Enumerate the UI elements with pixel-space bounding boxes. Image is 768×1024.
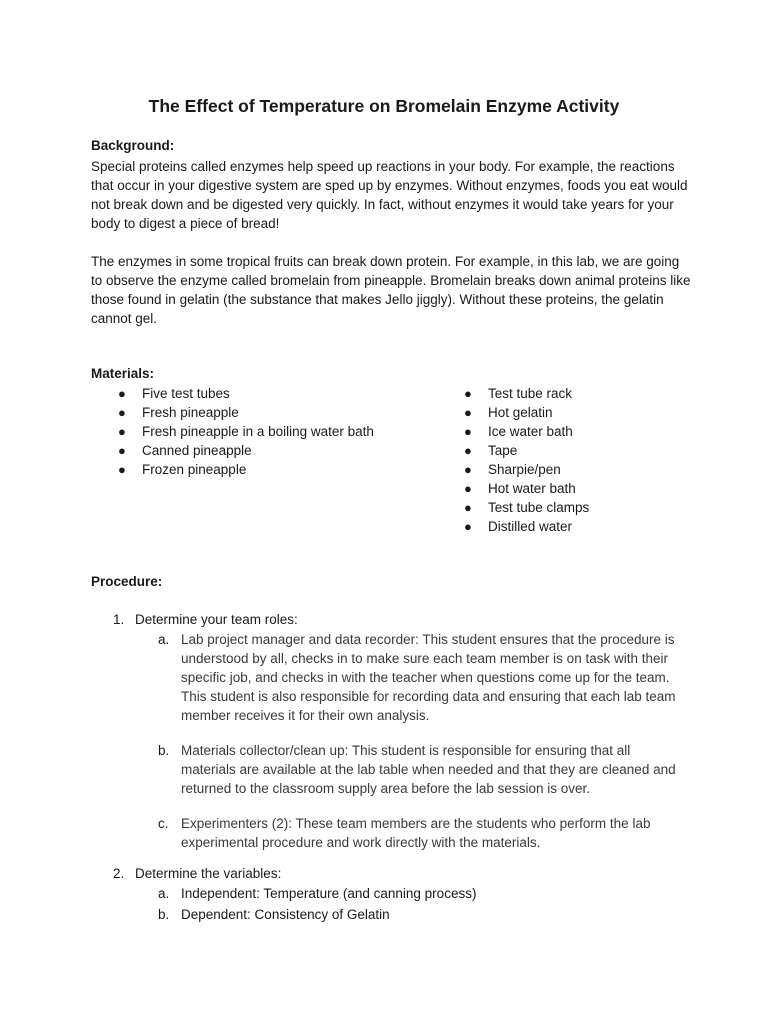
substep-text: Dependent: Consistency of Gelatin: [181, 907, 390, 922]
materials-item: ● Tape: [464, 443, 518, 458]
step-label: Determine the variables:: [135, 866, 282, 881]
procedure-step-2: [113, 866, 281, 881]
materials-item: ● Frozen pineapple: [118, 462, 247, 477]
bullet-icon: ●: [464, 443, 472, 458]
bullet-icon: ●: [118, 386, 126, 401]
bullet-icon: ●: [118, 405, 126, 420]
procedure-substep: [158, 905, 688, 924]
materials-item: ● Hot water bath: [464, 481, 576, 496]
materials-heading: Materials:: [91, 366, 155, 381]
procedure-heading: Procedure:: [91, 574, 163, 589]
materials-list-right: [464, 384, 589, 536]
procedure-substep: [158, 741, 688, 798]
bullet-icon: ●: [464, 462, 472, 477]
background-paragraph-2: The enzymes in some tropical fruits can break down protein. For example, in this lab, we are going to observe the enzyme called bromelain from pineapple. Bromelain breaks down animal proteins like those found in gelatin (the substance that makes Jello jiggly). Without these proteins, the gelatin cannot gel.: [91, 254, 691, 326]
bullet-icon: ●: [118, 424, 126, 439]
materials-list-left: [118, 384, 374, 479]
substep-letter: c.: [158, 816, 169, 831]
substep-text: Independent: Temperature (and canning process): [181, 886, 477, 901]
materials-item: ● Canned pineapple: [118, 443, 252, 458]
substep-text: Experimenters (2): These team members are the students who perform the lab experimental procedure and work directly with the materials.: [181, 816, 651, 850]
step-number: 2.: [113, 866, 125, 881]
materials-item: ● Distilled water: [464, 519, 573, 534]
materials-item: ● Test tube clamps: [464, 500, 590, 515]
bullet-icon: ●: [464, 405, 472, 420]
bullet-icon: ●: [464, 500, 472, 515]
procedure-substep: [158, 630, 688, 725]
bullet-icon: ●: [118, 462, 126, 477]
procedure-substep: [158, 884, 688, 903]
document-title: The Effect of Temperature on Bromelain Enzyme Activity: [148, 96, 620, 116]
step-label: Determine your team roles:: [135, 612, 298, 627]
bullet-icon: ●: [464, 519, 472, 534]
materials-item: ● Fresh pineapple: [118, 405, 239, 420]
materials-item: ● Fresh pineapple in a boiling water bath: [118, 424, 374, 439]
substep-letter: a.: [158, 632, 170, 647]
substep-letter: b.: [158, 907, 170, 922]
background-paragraph-1: Special proteins called enzymes help speed up reactions in your body. For example, the reactions that occur in your digestive system are sped up by enzymes. Without enzymes, foods you eat would not break down and be digested very quickly. In fact, without enzymes it would take years for your body to digest a piece of bread!: [91, 159, 688, 231]
bullet-icon: ●: [464, 386, 472, 401]
step-number: 1.: [113, 612, 125, 627]
substep-letter: b.: [158, 743, 170, 758]
materials-item: ● Sharpie/pen: [464, 462, 561, 477]
procedure-step-1: [113, 612, 298, 627]
bullet-icon: ●: [118, 443, 126, 458]
background-heading: Background:: [91, 138, 175, 153]
bullet-icon: ●: [464, 481, 472, 496]
bullet-icon: ●: [464, 424, 472, 439]
procedure-substep: [158, 814, 688, 852]
materials-item: ● Five test tubes: [118, 386, 230, 401]
substep-letter: a.: [158, 886, 170, 901]
substep-text: Materials collector/clean up: This student is responsible for ensuring that all materials are available at the lab table when needed and that they are cleaned and returned to the classroom supply area before the lab session is over.: [181, 743, 676, 796]
materials-item: ● Ice water bath: [464, 424, 573, 439]
substep-text: Lab project manager and data recorder: This student ensures that the procedure is understood by all, checks in to make sure each team member is on task with their specific job, and checks in with the teacher when questions come up for the team. This student is also responsible for recording data and ensuring that each lab team member receives it for their own analysis.: [181, 632, 676, 723]
materials-item: ● Test tube rack: [464, 386, 573, 401]
materials-item: ● Hot gelatin: [464, 405, 553, 420]
